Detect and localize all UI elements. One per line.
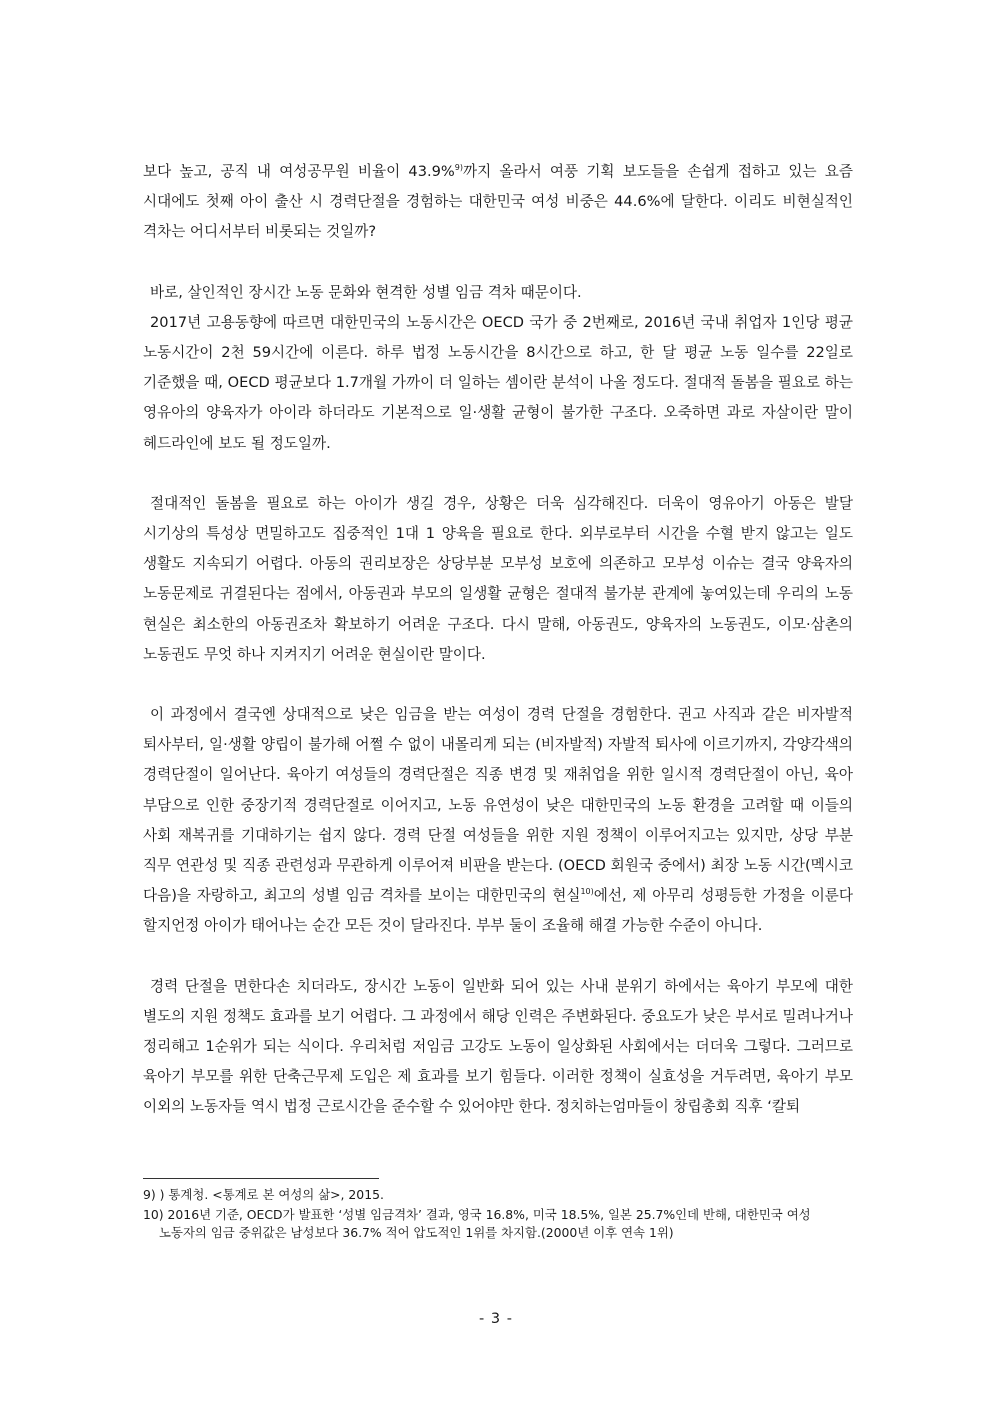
paragraph-6: 경력 단절을 면한다손 치더라도, 장시간 노동이 일반화 되어 있는 사내 분위기 하에서는 육아기 부모에 대한 별도의 지원 정책도 효과를 보기 어렵다. 그 과정에서 해당 인력은 주변화된다. 중요도가 낮은 부서로 밀려나거나 정리해고 1순위가 되는 식이다. 우리처럼 저임금 고강도 노동이 일상화된 사회에서는 더더욱 그렇다. 그러므로 육아기 부모를 위한 단축근무제 도입은 제 효과를 보기 힘들다. 이러한 정책이 실효성을 거두려면, 육아기 부모 이외의 노동자들 역시 법정 근로시간을 준수할 수 있어야만 한다. 정치하는엄마들이 창립총회 직후 ‘칼퇴: [143, 977, 853, 1116]
page-number: - 3 -: [479, 1311, 513, 1327]
footnote-ref-9: 9): [454, 163, 463, 172]
paragraph-gap: [143, 942, 853, 972]
paragraph-1-text: 보다 높고, 공직 내 여성공무원 비율이 43.9%: [143, 163, 455, 180]
footnote-9: 9) ) 통계청. <통계로 본 여성의 삶>, 2015.: [143, 1187, 384, 1202]
paragraph-1: [143, 157, 853, 248]
paragraph-5-tail: 에선, 제 아무리 성평등한 가정을 이룬다 할지언정 아이가 태어나는 순간 모든 것이 달라진다. 부부 둘이 조율해 해결 가능한 수준이 아니다.: [143, 887, 853, 935]
footnote-ref-10: 10): [580, 887, 594, 897]
paragraph-3: 2017년 고용동향에 따르면 대한민국의 노동시간은 OECD 국가 중 2번째로, 2016년 국내 취업자 1인당 평균 노동시간이 2천 59시간에 이른다. 하루 법정 노동시간을 8시간으로 하고, 한 달 평균 노동 일수를 22일로 기준했을 때, OECD 평균보다 1.7개월 가까이 더 일하는 셈이란 분석이 나올 정도다. 절대적 돌봄을 필요로 하는 영유아의 양육자가 아이라 하더라도 기본적으로 일·생활 균형이 불가한 구조다. 오죽하면 과로 자살이란 말이 헤드라인에 보도 될 정도일까.: [143, 313, 853, 452]
paragraph-gap: [143, 459, 853, 489]
paragraph-5: [143, 700, 853, 942]
footnotes: [143, 1186, 853, 1243]
paragraph-5-text: 이 과정에서 결국엔 상대적으로 낮은 임금을 받는 여성이 경력 단절을 경험한다. 권고 사직과 같은 비자발적 퇴사부터, 일·생활 양립이 불가해 어쩔 수 없이 내몰리게 되는 (비자발적) 자발적 퇴사에 이르기까지, 각양각색의 경력단절이 일어난다. 육아기 여성들의 경력단절은 직종 변경 및 재취업을 위한 일시적 경력단절이 아닌, 육아 부담으로 인한 중장기적 경력단절로 이어지고, 노동 유연성이 낮은 대한민국의 노동 환경을 고려할 때 이들의 사회 재복귀를 기대하기는 쉽지 않다. 경력 단절 여성들을 위한 지원 정책이 이루어지고는 있지만, 상당 부분 직무 연관성 및 직종 관련성과 무관하게 이루어져 비판을 받는다. (OECD 회원국 중에서) 최장 노동 시간(멕시코 다음)을 자랑하고, 최고의 성별 임금 격차를 보이는 대한민국의 현실: [143, 706, 853, 905]
paragraph-2: 바로, 살인적인 장시간 노동 문화와 현격한 성별 임금 격차 때문이다.: [150, 283, 582, 301]
footnote-divider: [143, 1178, 379, 1179]
footnote-10: 10) 2016년 기준, OECD가 발표한 ‘성별 임금격차’ 결과, 영국 16.8%, 미국 18.5%, 일본 25.7%인데 반해, 대한민국 여성 노동자의 임금 중위값은 남성보다 36.7% 적어 압도적인 1위를 차지함.(2000년 이후 연속 1위): [143, 1206, 811, 1241]
paragraph-4: 절대적인 돌봄을 필요로 하는 아이가 생길 경우, 상황은 더욱 심각해진다. 더욱이 영유아기 아동은 발달 시기상의 특성상 면밀하고도 집중적인 1대 1 양육을 필요로 한다. 외부로부터 시간을 수혈 받지 않고는 일도 생활도 지속되기 어렵다. 아동의 권리보장은 상당부분 모부성 보호에 의존하고 모부성 이슈는 결국 양육자의 노동문제로 귀결된다는 점에서, 아동권과 부모의 일생활 균형은 절대적 불가분 관계에 놓여있는데 우리의 노동 현실은 최소한의 아동권조차 확보하기 어려운 구조다. 다시 말해, 아동권도, 양육자의 노동권도, 이모·삼촌의 노동권도 무엇 하나 지켜지기 어려운 현실이란 말이다.: [143, 494, 853, 663]
body-text: [143, 157, 853, 1123]
paragraph-1-tail: 까지 올라서 여풍 기획 보도들을 손쉽게 접하고 있는 요즘 시대에도 첫째 아이 출산 시 경력단절을 경험하는 대한민국 여성 비중은 44.6%에 달한다. 이리도 비현실적인 격차는 어디서부터 비롯되는 것일까?: [143, 163, 853, 241]
paragraph-gap: [143, 248, 853, 278]
paragraph-gap: [143, 670, 853, 700]
